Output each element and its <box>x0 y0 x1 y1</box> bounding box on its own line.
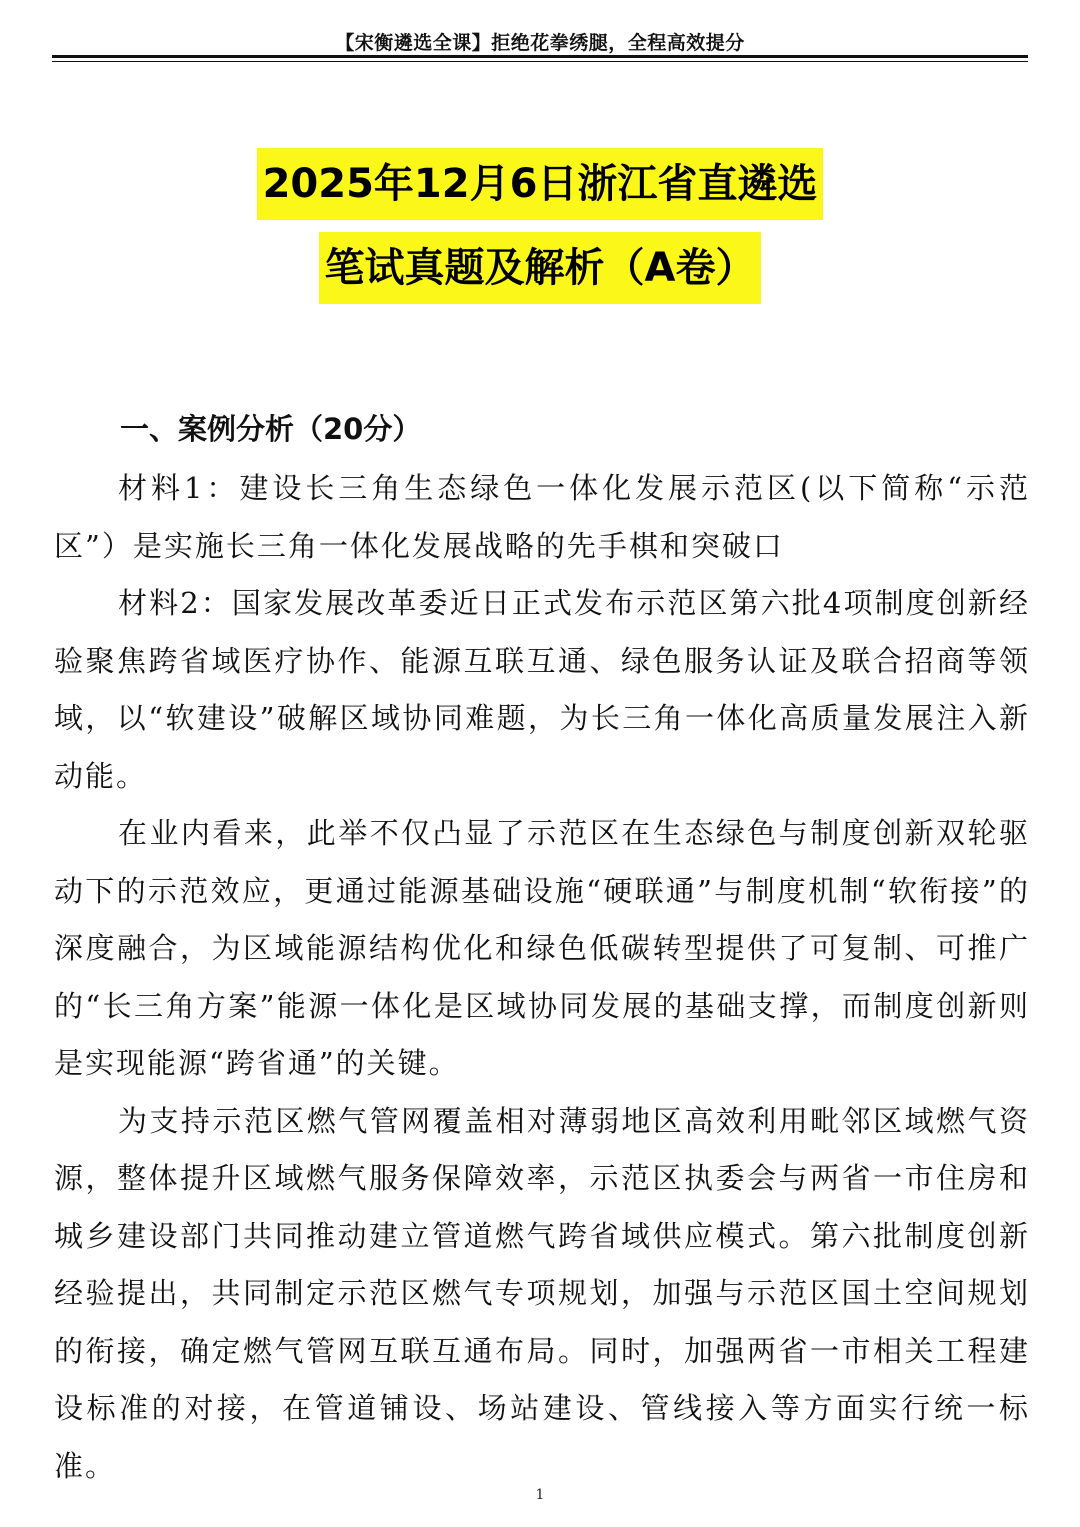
page-header-text: 【宋衡遴选全课】拒绝花拳绣腿，全程高效提分 <box>335 32 745 54</box>
header-rule-thin <box>52 61 1028 62</box>
paragraph-gas-supply: 为支持示范区燃气管网覆盖相对薄弱地区高效利用毗邻区域燃气资源，整体提升区域燃气服务保障效率，示范区执委会与两省一市住房和城乡建设部门共同推动建立管道燃气跨省域供应模式。第六批制度创新经验提出，共同制定示范区燃气专项规划，加强与示范区国土空间规划的衔接，确定燃气管网互联互通布局。同时，加强两省一市相关工程建设标准的对接，在管道铺设、场站建设、管线接入等方面实行统一标准。 <box>54 1103 1030 1483</box>
header-rule-thick <box>52 55 1028 58</box>
title-line-2-text: 笔试真题及解析（A卷） <box>319 232 762 304</box>
section-heading: 一、案例分析（20分） <box>120 412 422 446</box>
page-number: 1 <box>535 1487 545 1503</box>
paragraph-material-2: 材料2：国家发展改革委近日正式发布示范区第六批4项制度创新经验聚焦跨省域医疗协作、能源互联互通、绿色服务认证及联合招商等领域，以“软建设”破解区域协同难题，为长三角一体化高质量发展注入新动能。 <box>54 586 1030 793</box>
paragraph-industry-view: 在业内看来，此举不仅凸显了示范区在生态绿色与制度创新双轮驱动下的示范效应，更通过能源基础设施“硬联通”与制度机制“软衔接”的深度融合，为区域能源结构优化和绿色低碳转型提供了可复制、可推广的“长三角方案”能源一体化是区域协同发展的基础支撑，而制度创新则是实现能源“跨省通”的关键。 <box>54 816 1030 1080</box>
paragraph-material-1: 材料1：建设长三角生态绿色一体化发展示范区(以下简称“示范区”）是实施长三角一体化发展战略的先手棋和突破口 <box>54 471 1030 563</box>
document-body <box>54 460 1030 1495</box>
title-line-1-text: 2025年12月6日浙江省直遴选 <box>257 148 824 220</box>
title-line-1 <box>0 148 1080 220</box>
title-line-2 <box>0 232 1080 304</box>
